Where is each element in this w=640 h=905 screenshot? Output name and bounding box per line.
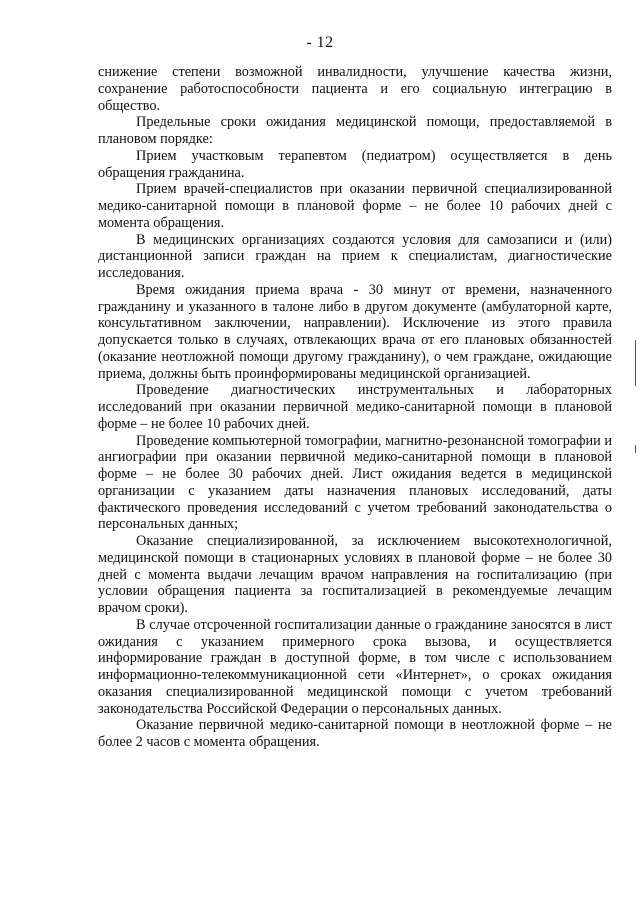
scan-margin-mark: [635, 340, 636, 386]
paragraph-inpatient-care: Оказание специализированной, за исключением высокотехнологичной, медицинской помощи в стационарных условиях в плановой форме – не более 30 дней с момента выдачи лечащим врачом направления на госпитализацию (при условии обращения пациента за госпитализацией в рекомендуемые лечащим врачом сроки).: [98, 533, 612, 616]
paragraph-diagnostic-studies: Проведение диагностических инструментальных и лабораторных исследований при оказании первичной медико-санитарной помощи в плановой форме – не более 10 рабочих дней.: [98, 382, 612, 432]
paragraph-ct-mri-angiography: Проведение компьютерной томографии, магнитно-резонансной томографии и ангиографии при оказании первичной медико-санитарной помощи в плановой форме – не более 30 рабочих дней. Лист ожидания ведется в медицинской организации с указанием даты назначения плановых исследований, даты фактического проведения исследований с учетом требований законодательства о персональных данных;: [98, 432, 613, 533]
document-body: [98, 64, 612, 751]
paragraph-specialist-appointment: Прием врачей-специалистов при оказании первичной специализированной медико-санитарной помощи в плановой форме – не более 10 рабочих дней с момента обращения.: [98, 181, 612, 231]
paragraph-therapist-appointment: Прием участковым терапевтом (педиатром) осуществляется в день обращения гражданина.: [98, 147, 612, 181]
page-number: - 12: [306, 34, 334, 51]
paragraph-deferred-hospitalization: В случае отсроченной госпитализации данные о гражданине заносятся в лист ожидания с указанием примерного срока вызова, и осуществляется информирование граждан в доступной форме, в том числе с использованием информационно-телекоммуникационной сети «Интернет», о сроках ожидания оказания специализированной медицинской помощи с учетом требований законодательства Российской Федерации о персональных данных.: [98, 616, 612, 717]
scan-margin-mark: [635, 445, 636, 453]
paragraph-waiting-times-intro: Предельные сроки ожидания медицинской помощи, предоставляемой в плановом порядке:: [98, 114, 612, 147]
paragraph-continuation: снижение степени возможной инвалидности, улучшение качества жизни, сохранение работоспособности пациента и его социальную интеграцию в общество.: [98, 64, 612, 114]
paragraph-urgent-care: Оказание первичной медико-санитарной помощи в неотложной форме – не более 2 часов с момента обращения.: [98, 717, 612, 750]
paragraph-self-registration: В медицинских организациях создаются условия для самозаписи и (или) дистанционной записи граждан на прием к специалистам, диагностические исследования.: [98, 231, 612, 281]
paragraph-waiting-time-30-min: Время ожидания приема врача - 30 минут от времени, назначенного гражданину и указанного в талоне либо в другом документе (амбулаторной карте, консультативном заключении, направлении). Исключение из этого правила допускается только в случаях, отвлекающих врача от его плановых обязанностей (оказание неотложной помощи другому гражданину), о чем граждане, ожидающие приема, должны быть проинформированы медицинской организацией.: [98, 281, 612, 382]
